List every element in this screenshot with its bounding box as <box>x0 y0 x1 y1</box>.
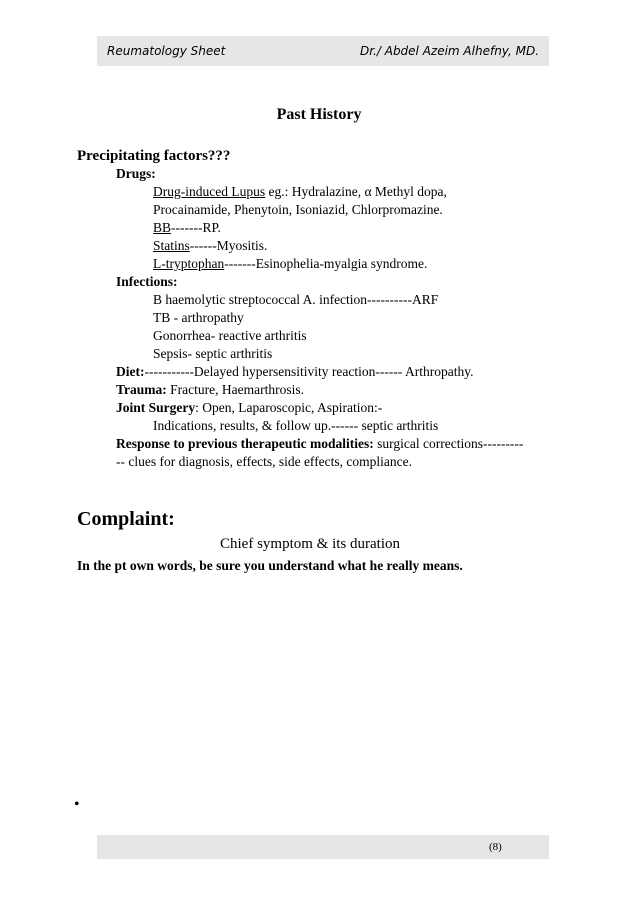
chief-symptom-line: Chief symptom & its duration <box>220 536 400 552</box>
response-line <box>116 435 523 453</box>
response-cont: -- clues for diagnosis, effects, side effects, compliance. <box>116 454 413 469</box>
page-header <box>97 36 549 66</box>
response-label: Response to previous therapeutic modalities: <box>116 436 374 451</box>
page-footer <box>97 835 549 859</box>
response-text: surgical corrections--------- <box>373 436 524 451</box>
trauma-line <box>116 381 304 399</box>
precipitating-heading: Precipitating factors??? <box>77 148 231 164</box>
infection-item: Gonorrhea- reactive arthritis <box>153 328 307 343</box>
complaint-heading: Complaint: <box>77 508 175 530</box>
drug-ltryptophan-text: -------Esinophelia-myalgia syndrome. <box>224 256 428 271</box>
drug-lupus-cont: Procainamide, Phenytoin, Isoniazid, Chlorpromazine. <box>153 202 443 217</box>
drug-statins-link: Statins <box>153 238 190 253</box>
page-number: (8) <box>489 841 502 853</box>
drug-ltryptophan-line <box>153 255 427 273</box>
drug-statins-line <box>153 237 267 255</box>
drug-bb-link: BB <box>153 220 172 235</box>
joint-surgery-cont: Indications, results, & follow up.------ septic arthritis <box>153 418 439 433</box>
trauma-label: Trauma: <box>116 382 167 397</box>
diet-line <box>116 363 473 381</box>
own-words-instruction: In the pt own words, be sure you understand what he really means. <box>77 558 463 573</box>
drug-ltryptophan-link: L-tryptophan <box>153 256 225 271</box>
joint-surgery-text: : Open, Laparoscopic, Aspiration:- <box>195 400 383 415</box>
infection-item: TB - arthropathy <box>153 310 244 325</box>
infection-item: Sepsis- septic arthritis <box>153 346 273 361</box>
drug-bb-text: -------RP. <box>171 220 221 235</box>
diet-label: Diet: <box>116 364 145 379</box>
drugs-label: Drugs: <box>116 166 156 181</box>
drug-statins-text: ------Myositis. <box>189 238 268 253</box>
infections-label: Infections: <box>116 274 178 289</box>
joint-surgery-label: Joint Surgery <box>116 400 196 415</box>
joint-surgery-line <box>116 399 382 417</box>
bullet-mark: • <box>74 796 80 813</box>
page-title: Past History <box>276 106 362 123</box>
infection-item: B haemolytic streptococcal A. infection----------ARF <box>153 292 439 307</box>
header-sheet-title: Reumatology Sheet <box>107 44 226 58</box>
drug-lupus-line <box>153 183 447 201</box>
drug-lupus-link: Drug-induced Lupus <box>153 184 266 199</box>
drug-bb-line <box>153 219 221 237</box>
trauma-text: Fracture, Haemarthrosis. <box>166 382 304 397</box>
drug-lupus-text: eg.: Hydralazine, α Methyl dopa, <box>265 184 447 199</box>
diet-text: -----------Delayed hypersensitivity reaction------ Arthropathy. <box>144 364 474 379</box>
header-author: Dr./ Abdel Azeim Alhefny, MD. <box>359 44 539 58</box>
